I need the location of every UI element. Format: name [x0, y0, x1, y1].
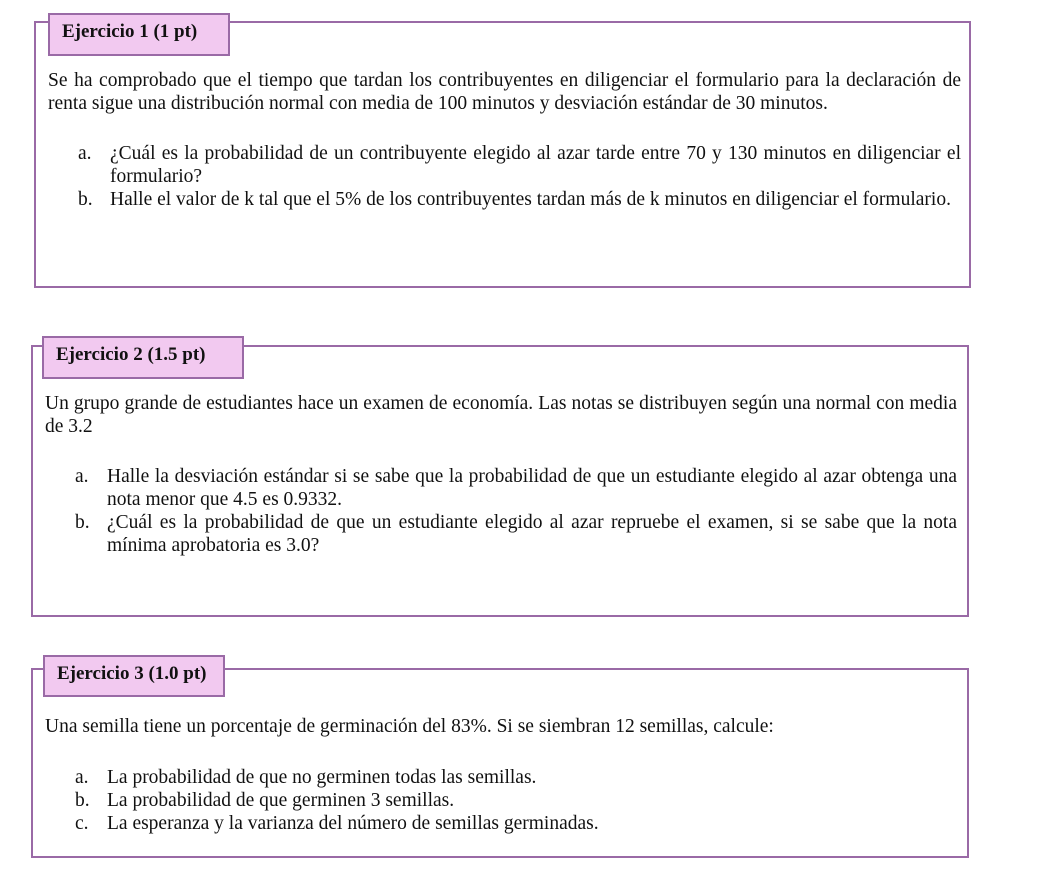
exercise-3-question-c: [45, 812, 957, 835]
exercise-1-questions: [48, 142, 961, 211]
question-marker: b.: [78, 189, 93, 210]
exercise-1-title: Ejercicio 1 (1 pt): [48, 13, 230, 56]
exercise-3-title: Ejercicio 3 (1.0 pt): [43, 655, 225, 697]
exercise-3-box: [31, 663, 969, 858]
question-text: La probabilidad de que germinen 3 semillas.: [107, 790, 455, 811]
exercise-1-question-b: [48, 188, 961, 211]
exercise-1-box: [34, 21, 971, 288]
exercise-2-statement: Un grupo grande de estudiantes hace un examen de economía. Las notas se distribuyen según una normal con media de 3.2: [45, 393, 957, 437]
exercise-2-question-a: [45, 465, 957, 511]
exercise-2-title: Ejercicio 2 (1.5 pt): [42, 336, 244, 379]
question-marker: b.: [75, 790, 90, 811]
question-marker: a.: [75, 466, 89, 487]
question-text: ¿Cuál es la probabilidad de que un estudiante elegido al azar repruebe el examen, si se sabe que la nota mínima aprobatoria es 3.0?: [107, 512, 957, 556]
exercise-1-question-a: [48, 142, 961, 188]
question-text: La probabilidad de que no germinen todas las semillas.: [107, 767, 537, 788]
exercise-2-question-b: [45, 511, 957, 557]
question-marker: b.: [75, 512, 90, 533]
exercise-1-statement: Se ha comprobado que el tiempo que tardan los contribuyentes en diligenciar el formulario para la declaración de renta sigue una distribución normal con media de 100 minutos y desviación estándar de 30 minutos.: [48, 70, 961, 114]
exercise-3-questions: [45, 766, 957, 835]
question-marker: a.: [75, 767, 89, 788]
question-text: ¿Cuál es la probabilidad de un contribuyente elegido al azar tarde entre 70 y 130 minutos en diligenciar el formulario?: [110, 143, 961, 187]
exercise-1-content: [48, 69, 961, 211]
exercise-3-question-b: [45, 789, 957, 812]
exercise-2-content: [45, 392, 957, 557]
exercise-3-question-a: [45, 766, 957, 789]
question-text: La esperanza y la varianza del número de semillas germinadas.: [107, 813, 599, 834]
exercise-3-statement: Una semilla tiene un porcentaje de germinación del 83%. Si se siembran 12 semillas, calcule:: [45, 716, 774, 737]
question-marker: a.: [78, 143, 92, 164]
question-marker: c.: [75, 813, 89, 834]
question-text: Halle el valor de k tal que el 5% de los contribuyentes tardan más de k minutos en diligenciar el formulario.: [110, 189, 951, 210]
exercise-2-questions: [45, 465, 957, 557]
question-text: Halle la desviación estándar si se sabe que la probabilidad de que un estudiante elegido al azar obtenga una nota menor que 4.5 es 0.9332.: [107, 466, 957, 510]
exercise-2-box: [31, 345, 969, 617]
exercise-3-content: [45, 715, 957, 835]
